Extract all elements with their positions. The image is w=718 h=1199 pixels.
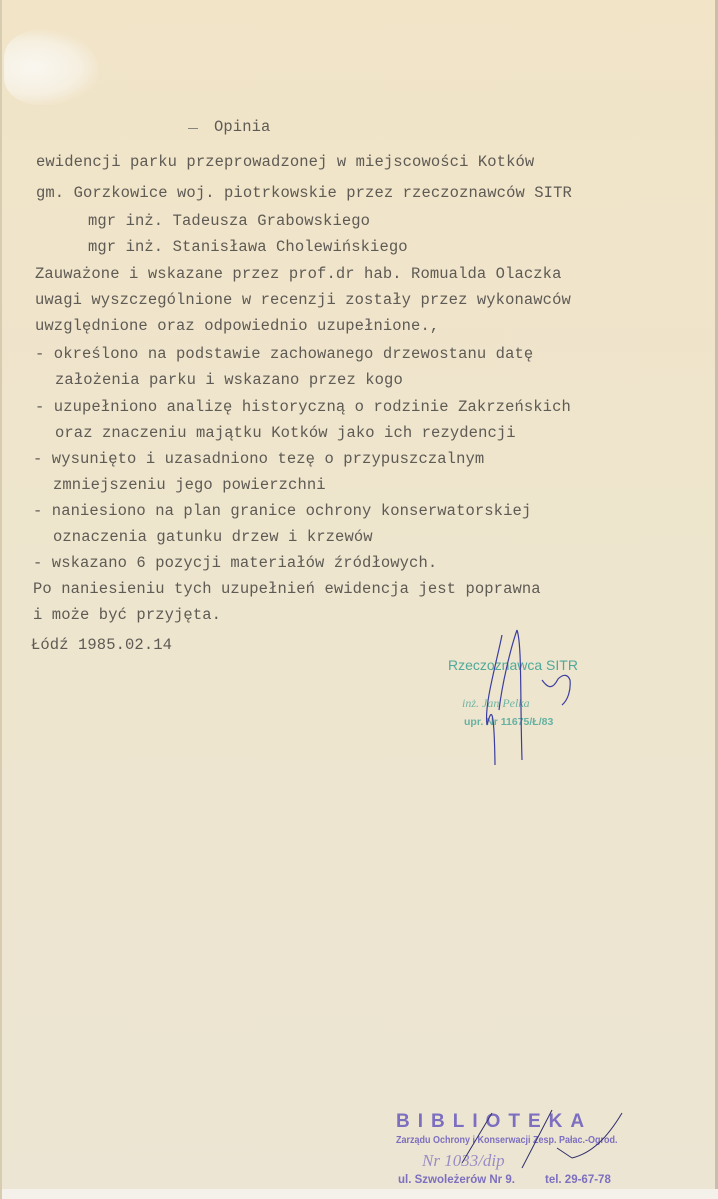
bullet-line: - naniesiono na plan granice ochrony konserwatorskiej: [33, 502, 532, 520]
stamp-library-phone: tel. 29-67-78: [545, 1174, 611, 1186]
text-line: Po naniesieniu tych uzupełnień ewidencja jest poprawna: [33, 580, 541, 598]
stamp-library-address: ul. Szwoleżerów Nr 9.: [398, 1174, 515, 1186]
stamp-expert-title: Rzeczoznawca SITR: [448, 657, 578, 673]
stamp-expert-number: upr. Nr 11675/Ł/83: [464, 716, 554, 728]
stamp-library-number: Nr 1033/dip: [422, 1151, 505, 1170]
text-line: uwzględnione oraz odpowiednio uzupełnione.,: [35, 317, 440, 335]
bullet-line: - uzupełniono analizę historyczną o rodzinie Zakrzeńskich: [35, 398, 571, 416]
bullet-line: - określono na podstawie zachowanego drzewostanu datę: [35, 345, 534, 363]
stamp-library-title: BIBLIOTEKA: [396, 1111, 593, 1132]
text-line: mgr inż. Tadeusza Grabowskiego: [88, 212, 371, 230]
text-line: ewidencji parku przeprowadzonej w miejscowości Kotków: [36, 153, 535, 171]
text-line: i może być przyjęta.: [33, 606, 222, 624]
text-line: założenia parku i wskazano przez kogo: [55, 371, 403, 389]
bullet-line: - wskazano 6 pozycji materiałów źródłowych.: [33, 554, 438, 572]
text-line: gm. Gorzkowice woj. piotrkowskie przez rzeczoznawców SITR: [36, 184, 572, 202]
text-line: oraz znaczeniu majątku Kotków jako ich rezydencji: [55, 424, 516, 442]
page-edge: [2, 1189, 718, 1199]
text-line: Zauważone i wskazane przez prof.dr hab. Romualda Olaczka: [35, 265, 562, 283]
text-line: mgr inż. Stanisława Cholewińskiego: [88, 238, 408, 256]
stamp-expert-name: inż. Jan Pelka: [462, 696, 530, 710]
text-line: oznaczenia gatunku drzew i krzewów: [53, 528, 373, 546]
text-line: zmniejszeniu jego powierzchni: [53, 476, 326, 494]
place-date: Łódź 1985.02.14: [31, 636, 173, 654]
dash-mark: [188, 128, 198, 129]
document-title: Opinia: [214, 118, 271, 136]
paper-stain: [4, 30, 99, 105]
text-line: uwagi wyszczególnione w recenzji zostały przez wykonawców: [35, 291, 571, 309]
bullet-line: - wysunięto i uzasadniono tezę o przypuszczalnym: [33, 450, 485, 468]
stamp-library-subtitle: Zarządu Ochrony i Konserwacji Zesp. Pałac.-Ogrod.: [396, 1135, 618, 1146]
